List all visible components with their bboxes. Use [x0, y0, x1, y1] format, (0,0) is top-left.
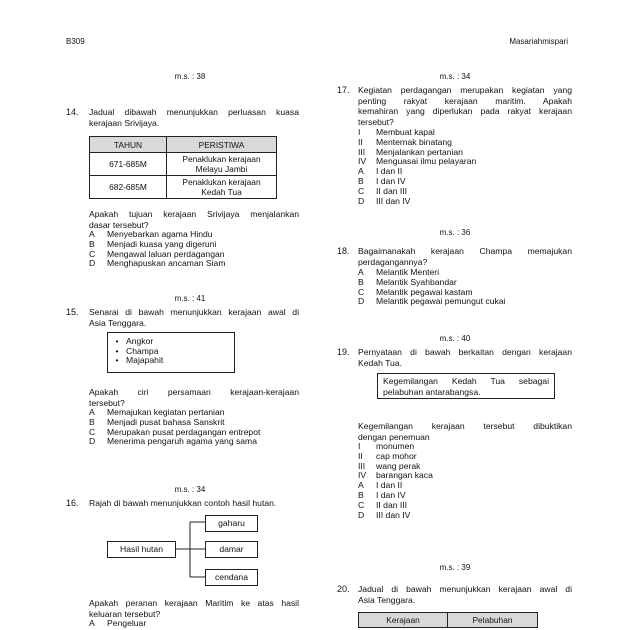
diagram-root: Hasil hutan — [107, 541, 176, 558]
question-18-options — [358, 268, 505, 307]
question-16-number: 16. — [66, 498, 79, 508]
page-ref-15: m.s. : 41 — [174, 294, 206, 303]
question-19-statement-box: Kegemilangan Kedah Tua sebagai pelabuhan antarabangsa. — [377, 373, 555, 399]
statement-ii: II cap mohor — [358, 450, 417, 461]
question-20-table — [358, 612, 538, 628]
option-d: D III dan IV — [358, 195, 411, 206]
question-15-question: Apakah ciri persamaan kerajaan-kerajaan tersebut? — [89, 387, 299, 408]
question-15-number: 15. — [66, 307, 79, 317]
option-c: C Mengawal laluan perdagangan — [89, 248, 225, 259]
question-16-options — [89, 619, 146, 629]
table-header-port: Pelabuhan — [448, 613, 538, 628]
question-14-number: 14. — [66, 107, 79, 117]
author-name: Masariahmispari — [509, 37, 568, 46]
page-ref-19: m.s. : 40 — [439, 334, 471, 343]
option-b: B Menjadi pusat bahasa Sanskrit — [89, 416, 225, 427]
table-header-kingdom: Kerajaan — [359, 613, 448, 628]
table-row: 682-685M Penaklukan kerajaan Kedah Tua — [90, 176, 277, 199]
question-17-stem: Kegiatan perdagangan merupakan kegiatan yang penting rakyat kerajaan maritim. Apakah kemahiran yang diperlukan pada rakyat kerajaan tersebut? — [358, 85, 572, 127]
option-c: C Melantik pegawai kastam — [358, 286, 473, 297]
option-b: B Melantik Syahbandar — [358, 276, 457, 287]
option-b: B I dan IV — [358, 175, 406, 186]
option-d: D Menghapuskan ancaman Siam — [89, 258, 226, 269]
question-15-stem: Senarai di bawah menunjukkan kerajaan awal di Asia Tenggara. — [89, 307, 299, 328]
question-18-stem: Bagaimanakah kerajaan Champa memajukan perdagangannya? — [358, 246, 572, 267]
statement-iii: III wang perak — [358, 460, 421, 471]
table-header-year: TAHUN — [90, 137, 167, 153]
option-d: D Melantik pegawai pemungut cukai — [358, 296, 506, 307]
option-b: B I dan IV — [358, 489, 406, 500]
question-20-number: 20. — [337, 584, 350, 594]
question-17-statements — [358, 128, 476, 206]
table-header-event: PERISTIWA — [167, 137, 277, 153]
statement-i: I Membuat kapal — [358, 127, 435, 137]
option-a: A I dan II — [358, 480, 403, 491]
option-c: C II dan III — [358, 499, 408, 510]
option-a: A Menyebarkan agama Hindu — [89, 229, 213, 239]
option-c: C Merupakan pusat perdagangan entrepot — [89, 426, 261, 437]
statement-iv: IV barangan kaca — [358, 470, 433, 481]
option-c: C II dan III — [358, 185, 408, 196]
diagram-leaf: gaharu — [205, 515, 258, 532]
statement-iv: IV Menguasai ilmu pelayaran — [358, 156, 477, 167]
question-19-question: Kegemilangan kerajaan tersebut dibuktikan dengan penemuan — [358, 421, 572, 442]
statement-i: I monumen — [358, 441, 415, 451]
question-20-stem: Jadual di bawah menunjukkan kerajaan awal di Asia Tenggara. — [358, 584, 572, 605]
question-18-number: 18. — [337, 246, 350, 256]
diagram-leaf: cendana — [205, 569, 258, 586]
option-a: A Memajukan kegiatan pertanian — [89, 407, 225, 417]
page-ref-17: m.s. : 34 — [439, 72, 471, 81]
page-ref-20: m.s. : 39 — [439, 563, 471, 572]
table-row: 671-685M Penaklukan kerajaan Melayu Jambi — [90, 153, 277, 176]
question-19-statements — [358, 442, 433, 520]
question-19-stem: Pernyataan di bawah berkaitan dengan kerajaan Kedah Tua. — [358, 347, 572, 368]
question-16-stem: Rajah di bawah menunjukkan contoh hasil hutan. — [89, 498, 277, 508]
option-d: D Menerima pengaruh agama yang sama — [89, 436, 258, 447]
course-code: B309 — [66, 37, 85, 46]
page-ref-18: m.s. : 36 — [439, 228, 471, 237]
page-ref-14: m.s. : 38 — [174, 72, 206, 81]
statement-ii: II Menternak binatang — [358, 136, 452, 147]
question-17-number: 17. — [337, 85, 350, 95]
option-d: D III dan IV — [358, 509, 411, 520]
list-item: • Majapahit — [115, 355, 164, 366]
question-19-number: 19. — [337, 347, 350, 357]
statement-iii: III Menjalankan pertanian — [358, 146, 463, 157]
question-14-stem: Jadual dibawah menunjukkan perluasan kuasa kerajaan Srivijaya. — [89, 107, 299, 128]
option-b: B Menjadi kuasa yang digeruni — [89, 238, 217, 249]
option-a: A Pengeluar — [89, 618, 147, 628]
page-ref-16: m.s. : 34 — [174, 485, 206, 494]
list-item: • Champa — [115, 345, 159, 356]
question-14-question: Apakah tujuan kerajaan Srivijaya menjalankan dasar tersebut? — [89, 209, 299, 230]
option-a: A I dan II — [358, 166, 403, 177]
list-item: • Angkor — [115, 336, 154, 346]
diagram-leaf: damar — [205, 541, 258, 558]
option-a: A Melantik Menteri — [358, 267, 440, 277]
question-16-question: Apakah peranan kerajaan Maritim ke atas hasil keluaran tersebut? — [89, 598, 299, 619]
